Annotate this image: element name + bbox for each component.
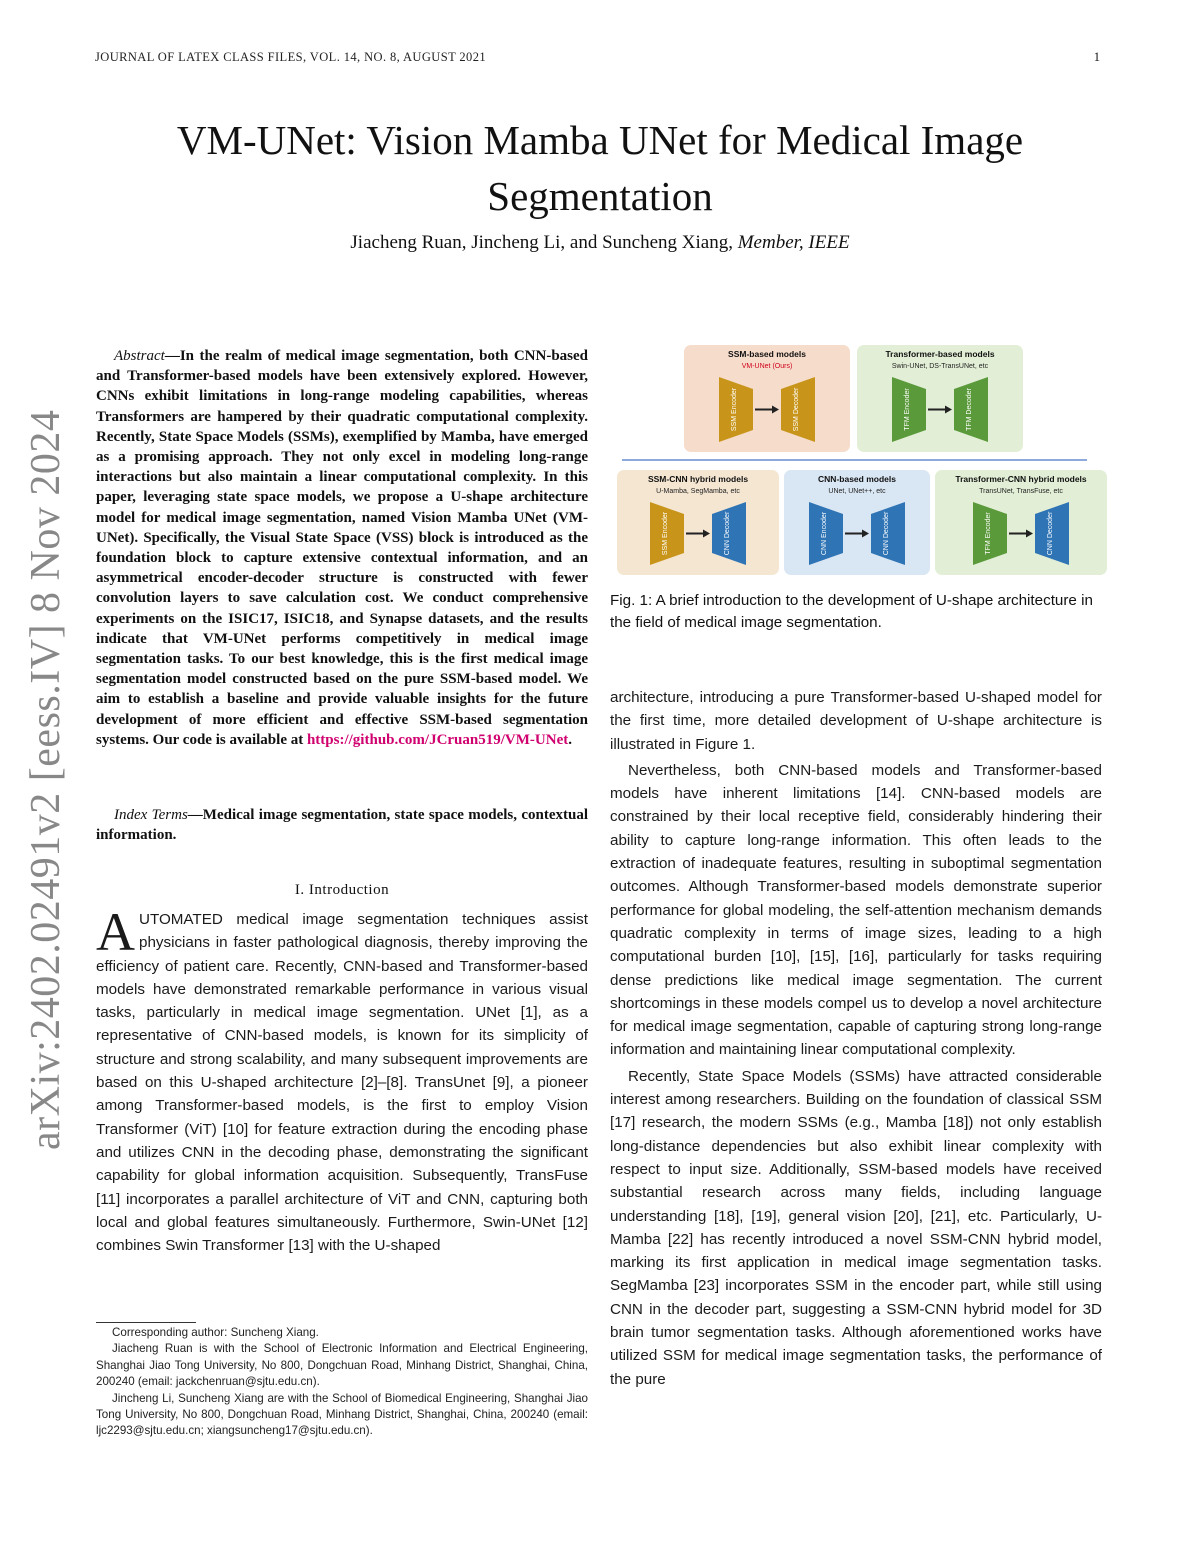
arxiv-id: arXiv:2402.02491v2 [eess.IV] 8 Nov 2024 xyxy=(23,409,69,1150)
figure-panel xyxy=(784,470,930,575)
footnote: Jiacheng Ruan is with the School of Electronic Information and Electrical Engineering, Shanghai Jiao Tong University, No 800, Dongchuan Road, Minhang District, Shanghai, China, 200240 (email: jackchenruan@sjtu.edu.cn). xyxy=(96,1342,588,1389)
figure-caption: Fig. 1: A brief introduction to the development of U-shape architecture in the field of medical image segmentation. xyxy=(610,592,1093,631)
panel-background xyxy=(857,345,1023,452)
panel-subtitle: TransUNet, TransFuse, etc xyxy=(979,488,1063,495)
author-names: Jiacheng Ruan, Jincheng Li, and Suncheng Xiang, xyxy=(350,232,733,253)
index-terms-text: —Medical image segmentation, state space models, contextual information. xyxy=(96,807,588,844)
panel-title: Transformer-based models xyxy=(885,349,995,359)
panel-background xyxy=(784,470,930,575)
footnotes xyxy=(96,1325,588,1440)
panel-subtitle: U-Mamba, SegMamba, etc xyxy=(656,488,740,495)
footnote: Jincheng Li, Suncheng Xiang are with the School of Biomedical Engineering, Shanghai Jiao Tong University, No 800, Dongchuan Road, Minhang District, Shanghai, China, 200240 (email: ljc2293@sjtu.edu.cn; xiangsuncheng17@sjtu.edu.cn). xyxy=(96,1391,588,1438)
decoder-label: CNN Decoder xyxy=(724,511,731,556)
abstract-label: Abstract xyxy=(114,348,165,364)
panel-subtitle: VM-UNet (Ours) xyxy=(741,363,793,370)
decoder-label: TFM Decoder xyxy=(966,388,973,431)
paper-title: VM-UNet: Vision Mamba UNet for Medical Image Segmentation xyxy=(176,117,1024,219)
figure-1-diagram xyxy=(612,340,1112,580)
intro-text: medical image segmentation techniques assist physicians in faster pathological diagnosis, thereby improving the efficiency of patient care. Recently, CNN-based and Transformer-based models have demonstrated remarkable performance in various visual tasks, particularly in medical image segmentation. UNet [1], as a representative of CNN-based models, is known for its simplicity of structure and strong scalability, and many subsequent improvements are based on this U-shaped architecture [2]–[8]. TransUnet [9], a pioneer among Transformer-based models, is the first to employ Vision Transformer (ViT) [10] for feature extraction during the encoding phase and utilizes CNN in the decoding phase, demonstrating the significant capability for global information acquisition. Subsequently, TransFuse [11] incorporates a parallel architecture of ViT and CNN, capturing both local and global features simultaneously. Furthermore, Swin-UNet [12] combines Swin Transformer [13] with the U-shaped xyxy=(96,911,588,1255)
drop-cap: A xyxy=(96,902,135,962)
author-line xyxy=(60,232,1140,254)
figure-panel xyxy=(935,470,1107,575)
paragraph: Nevertheless, both CNN-based models and Transformer-based models have inherent limitations [14]. CNN-based models are constrained by their local receptive field, considerably hindering their ability to capture long-range information. This often leads to the extraction of inadequate features, resulting in suboptimal segmentation outcomes. Although Transformer-based models demonstrate superior performance for global modeling, the self-attention mechanism demands quadratic complexity in terms of image sizes, leading to a high computational burden [10], [15], [16], particularly for tasks requiring dense predictions like medical image segmentation. The current shortcomings in these models compel us to develop a novel architecture for medical image segmentation, capable of capturing strong long-range information and maintaining linear computational complexity. xyxy=(610,761,1102,1059)
figure-panel xyxy=(857,345,1023,452)
decoder-label: SSM Decoder xyxy=(793,387,800,432)
panel-subtitle: UNet, UNet++, etc xyxy=(828,488,886,495)
abstract-text: —In the realm of medical image segmentation, both CNN-based and Transformer-based models have been extensively explored. However, CNNs exhibit limitations in long-range modeling capabilities, whereas Transformers are hampered by their quadratic computational complexity. Recently, State Space Models (SSMs), exemplified by Mamba, have emerged as a promising approach. They not only excel in modeling long-range interactions but also maintain a linear computational complexity. In this paper, leveraging state space models, we propose a U-shape architecture model for medical image segmentation, named Vision Mamba UNet (VM-UNet). Specifically, the Visual State Space (VSS) block is introduced as the foundation block to capture extensive contextual information, and an asymmetrical encoder-decoder structure is constructed with fewer convolution layers to save calculation cost. We conduct comprehensive experiments on the ISIC17, ISIC18, and Synapse datasets, and the results indicate that VM-UNet performs competitively in medical image segmentation tasks. To our best knowledge, this is the first medical image segmentation model constructed based on the pure SSM-based model. We aim to establish a baseline and provide valuable insights for the future development of more efficient and effective SSM-based segmentation systems. Our code is available at xyxy=(96,348,588,748)
encoder-label: CNN Encoder xyxy=(821,511,828,556)
arxiv-watermark xyxy=(10,330,80,1150)
encoder-label: SSM Encoder xyxy=(662,511,669,556)
intro-lead: UTOMATED xyxy=(139,911,223,928)
figure-panel xyxy=(617,470,779,575)
panel-background xyxy=(935,470,1107,575)
panel-title: Transformer-CNN hybrid models xyxy=(955,474,1087,484)
author-membership: Member, IEEE xyxy=(737,232,850,253)
footnote-rule xyxy=(96,1322,196,1323)
figure-panel xyxy=(684,345,850,452)
panel-title: SSM-based models xyxy=(728,349,806,359)
panel-background xyxy=(617,470,779,575)
panel-subtitle: Swin-UNet, DS-TransUNet, etc xyxy=(891,363,989,370)
panel-background xyxy=(684,345,850,452)
abstract-end: . xyxy=(568,731,572,748)
index-terms xyxy=(96,805,588,845)
encoder-label: TFM Encoder xyxy=(904,388,911,431)
page-number: 1 xyxy=(1093,50,1100,64)
right-column-body xyxy=(610,686,1102,1394)
encoder-label: SSM Encoder xyxy=(731,387,738,432)
panel-title: SSM-CNN hybrid models xyxy=(647,474,749,484)
paragraph: Recently, State Space Models (SSMs) have attracted considerable interest among researchers. Building on the foundation of classical SSM [17] research, the modern SSMs (e.g., Mamba [18]) not only establish long-distance dependencies but also exhibit linear complexity with respect to input size. Additionally, SSM-based models have received substantial research across many fields, including language understanding [18], [19], general vision [20], [21], etc. Particularly, U-Mamba [22] has recently introduced a novel SSM-CNN hybrid model, marking its first application in medical image segmentation tasks. SegMamba [23] incorporates SSM in the encoder part, while still using CNN in the decoder part, suggesting a SSM-CNN hybrid model for 3D brain tumor segmentation tasks. Although aforementioned works have utilized SSM for medical image segmentation tasks, the performance of the pure xyxy=(610,1067,1102,1388)
paragraph: architecture, introducing a pure Transformer-based U-shaped model for the first time, more detailed development of U-shape architecture is illustrated in Figure 1. xyxy=(610,689,1102,753)
encoder-label: TFM Encoder xyxy=(985,512,992,555)
panel-title: CNN-based models xyxy=(818,474,896,484)
running-header: JOURNAL OF LATEX CLASS FILES, VOL. 14, NO. 8, AUGUST 2021 xyxy=(95,50,487,64)
section-heading: I. Introduction xyxy=(294,882,390,898)
decoder-label: CNN Decoder xyxy=(883,511,890,556)
footnote: Corresponding author: Suncheng Xiang. xyxy=(112,1326,319,1339)
decoder-label: CNN Decoder xyxy=(1047,511,1054,556)
intro-paragraph xyxy=(96,902,588,1257)
code-link[interactable]: https://github.com/JCruan519/VM-UNet xyxy=(306,731,569,748)
index-terms-label: Index Terms xyxy=(114,807,188,823)
abstract xyxy=(96,346,588,750)
